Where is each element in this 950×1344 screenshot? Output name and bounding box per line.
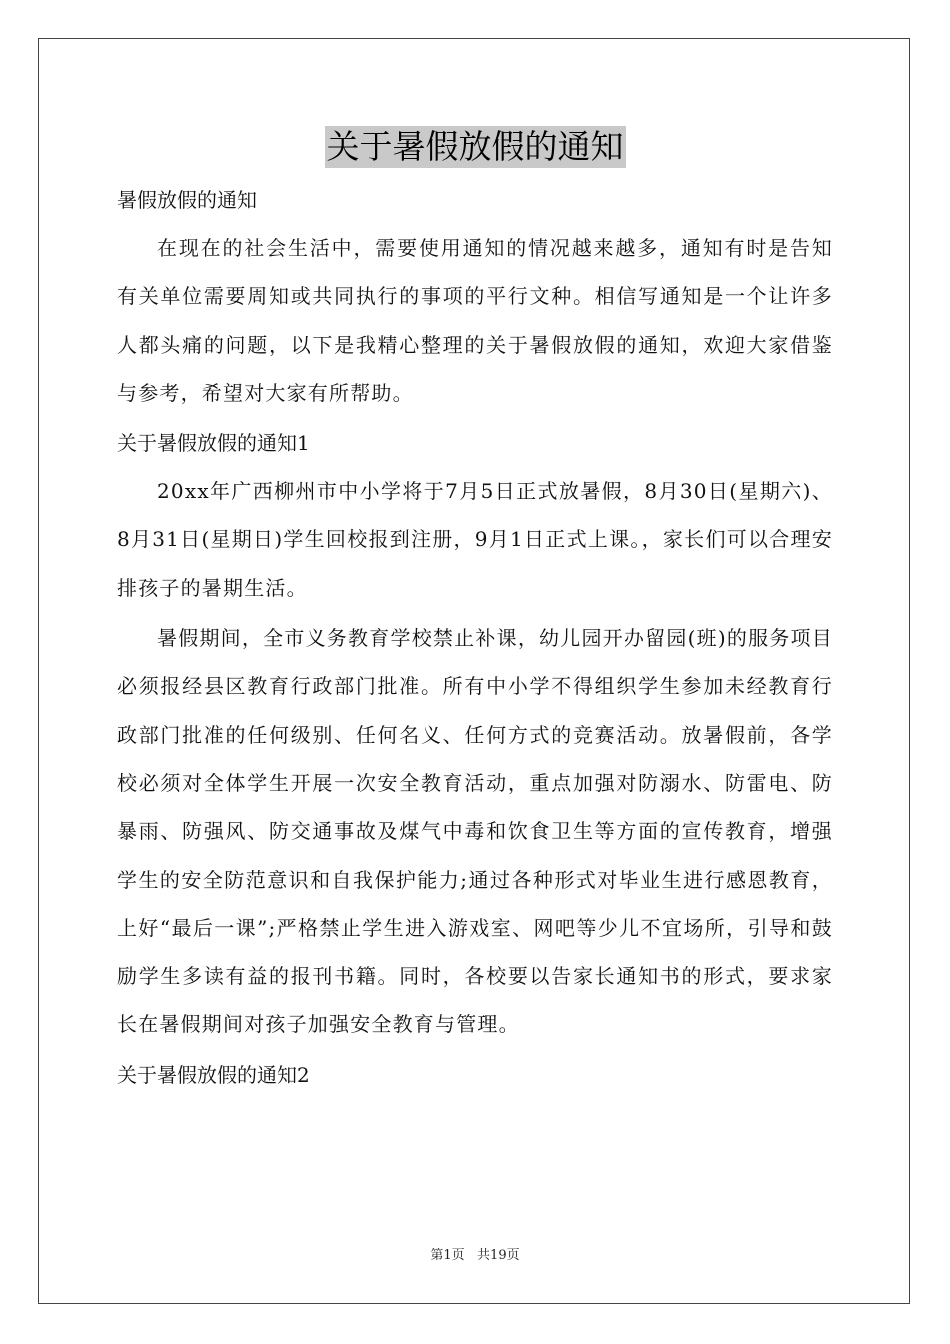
document-body [117,176,833,1099]
title-container [0,126,950,168]
section-1-paragraph-2: 暑假期间，全市义务教育学校禁止补课，幼儿园开办留园(班)的服务项目必须报经县区教育行政部门批准。所有中小学不得组织学生参加未经教育行政部门批准的任何级别、任何名义、任何方式的竞赛活动。放暑假前，各学校必须对全体学生开展一次安全教育活动，重点加强对防溺水、防雷电、防暴雨、防强风、防交通事故及煤气中毒和饮食卫生等方面的宣传教育，增强学生的安全防范意识和自我保护能力;通过各种形式对毕业生进行感恩教育，上好“最后一课”;严格禁止学生进入游戏室、网吧等少儿不宜场所，引导和鼓励学生多读有益的报刊书籍。同时，各校要以告家长通知书的形式，要求家长在暑假期间对孩子加强安全教育与管理。 [117,626,833,1037]
section-1-heading: 关于暑假放假的通知1 [117,431,310,456]
document-title: 关于暑假放假的通知 [326,127,624,166]
section-2-heading: 关于暑假放假的通知2 [117,1062,310,1087]
intro-paragraph: 在现在的社会生活中，需要使用通知的情况越来越多，通知有时是告知有关单位需要周知或共同执行的事项的平行文种。相信写通知是一个让许多人都头痛的问题，以下是我精心整理的关于暑假放假的通知，欢迎大家借鉴与参考，希望对大家有所帮助。 [117,236,833,405]
subtitle: 暑假放假的通知 [117,188,257,212]
page-number: 第1页 共19页 [430,1248,520,1263]
section-1-paragraph-1: 20xx年广西柳州市中小学将于7月5日正式放暑假，8月30日(星期六)、8月31日(星期日)学生回校报到注册，9月1日正式上课。，家长们可以合理安排孩子的暑期生活。 [117,479,833,600]
page-footer [0,1247,950,1265]
